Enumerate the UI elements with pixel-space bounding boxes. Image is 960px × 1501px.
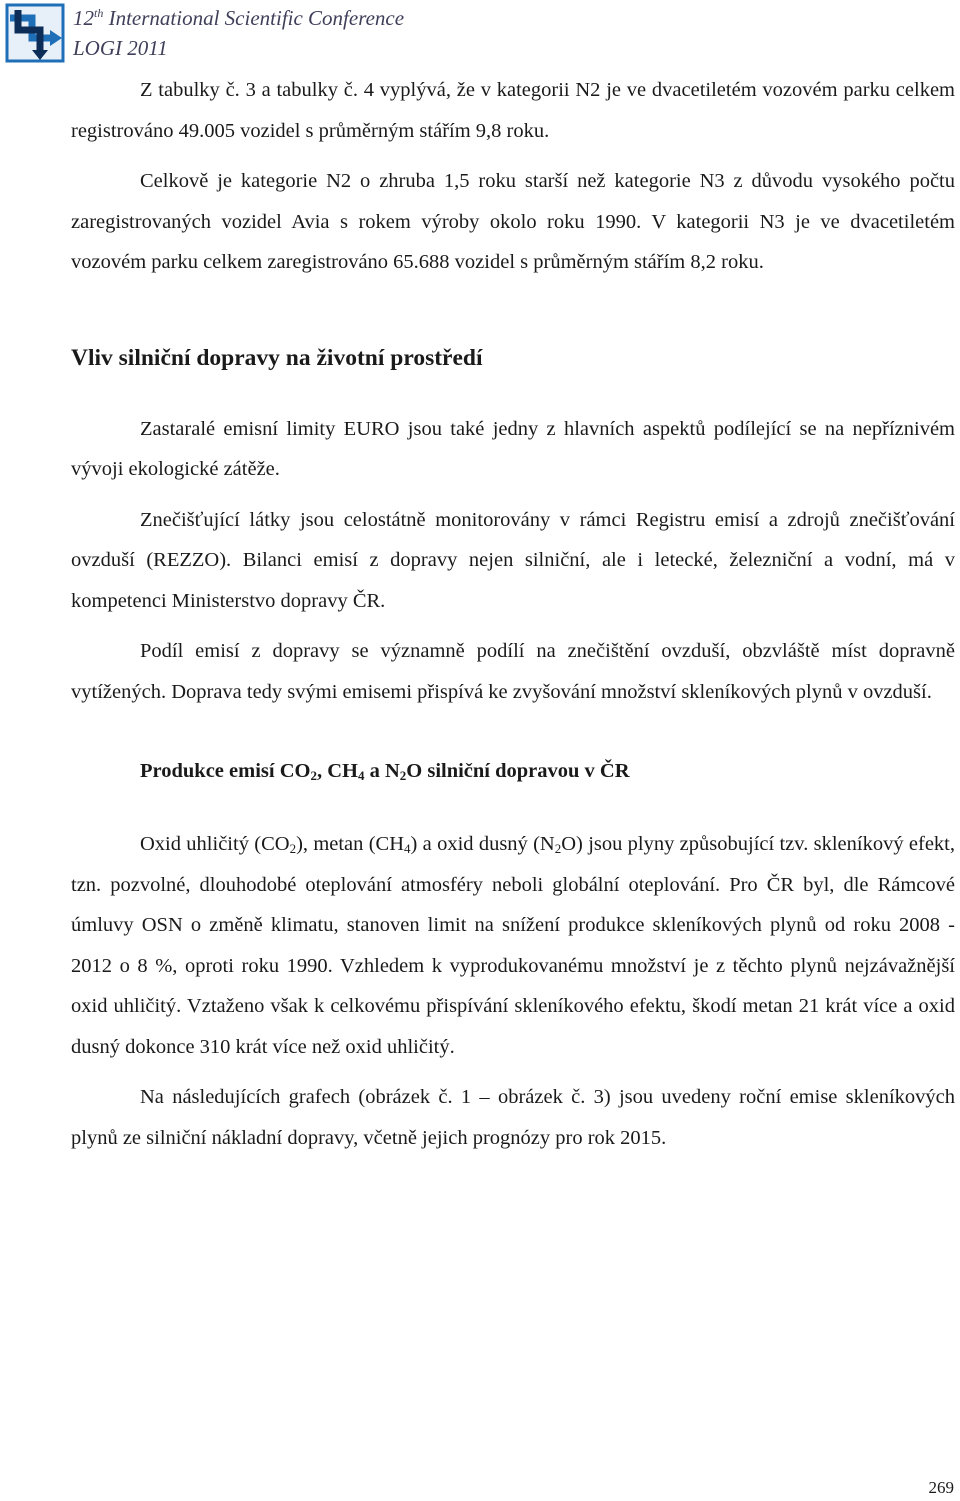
paragraph-emission-limits: Zastaralé emisní limity EURO jsou také jedny z hlavních aspektů podílející se na nepříznivém vývoji ekologické zátěže.	[71, 417, 955, 480]
paragraph-intro-2: Celkově je kategorie N2 o zhruba 1,5 roku starší než kategorie N3 z důvodu vysokého počtu zaregistrovaných vozidel Avia s rokem výroby okolo roku 1990. V kategorii N3 je ve dvacetiletém vozovém parku celkem zaregistrováno 65.688 vozidel s průměrným stářím 8,2 roku.	[71, 170, 955, 273]
conference-name: International Scientific Conference	[103, 6, 405, 30]
logi-logo-icon	[4, 2, 66, 64]
section-heading-emissions: Produkce emisí $CO_2$, $CH_4$ a $N_2O$ silniční dopravou v ČR	[140, 760, 630, 783]
paragraph-figures-note: Na následujících grafech (obrázek č. 1 – obrázek č. 3) jsou uvedeny roční emise skleníkových plynů ze silniční nákladní dopravy, včetně jejich prognózy pro rok 2015.	[71, 1086, 955, 1149]
conference-ordinal: th	[94, 6, 104, 20]
conference-number: 12	[73, 6, 94, 30]
conference-title	[73, 6, 404, 30]
paragraph-share: Podíl emisí z dopravy se významně podílí na znečištění ovzduší, obzvláště míst dopravně vytížených. Doprava tedy svými emisemi přispívá ke zvyšování množství skleníkových plynů v ovzduší.	[71, 640, 955, 703]
paragraph-greenhouse-gases: Oxid uhličitý $(CO_2)$, metan $(CH_4)$ a oxid dusný $(N_2O)$ jsou plyny způsobující tzv. skleníkový efekt, tzn. pozvolné, dlouhodobé oteplování atmosféry neboli globální oteplování. Pro ČR byl, dle Rámcové úmluvy OSN o změně klimatu, stanoven limit na snížení produkce skleníkových plynů od roku 2008 - 2012 o 8 %, oproti roku 1990. Vzhledem k vyprodukovanému množství je z těchto plynů nejzávažnější oxid uhličitý. Vztaženo však k celkovému přispívání skleníkového efektu, škodí metan 21 krát více a oxid dusný dokonce 310 krát více než oxid uhličitý.	[71, 833, 956, 1058]
paragraph-rezzo: Znečišťující látky jsou celostátně monitorovány v rámci Registru emisí a zdrojů znečišťování ovzduší (REZZO). Bilanci emisí z dopravy nejen silniční, ale i letecké, železniční a vodní, má v kompetenci Ministerstvo dopravy ČR.	[71, 508, 955, 612]
section-heading-environment: Vliv silniční dopravy na životní prostředí	[71, 344, 483, 371]
paragraph-intro-1: Z tabulky č. 3 a tabulky č. 4 vyplývá, že v kategorii N2 je ve dvacetiletém vozovém parku celkem registrováno 49.005 vozidel s průměrným stářím 9,8 roku.	[71, 79, 955, 142]
document-body	[71, 70, 955, 1158]
event-name: LOGI 2011	[73, 36, 168, 60]
page-number: 269	[928, 1478, 954, 1497]
